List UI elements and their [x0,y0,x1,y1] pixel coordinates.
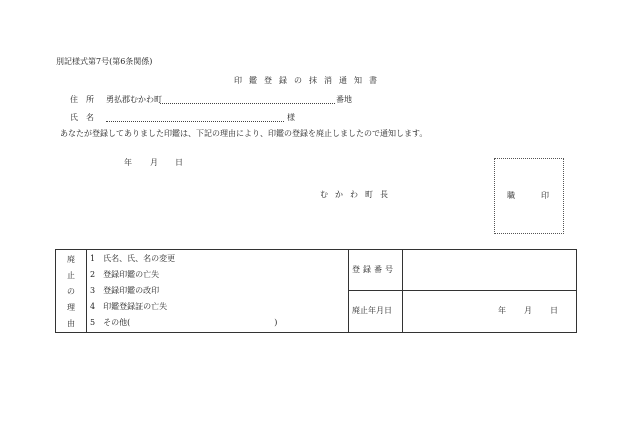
reason-header-char: 理 [67,303,75,312]
reason-item: 2 登録印鑑の亡失 [90,270,160,279]
seal-char-right: 印 [541,191,549,200]
document-title: 印鑑登録の抹消通知書 [234,76,384,85]
name-label: 氏 名 [70,113,94,122]
abolish-date-day: 日 [550,306,558,315]
reason-header-char: 由 [67,319,75,328]
reason-header-char: の [67,287,75,296]
issuer-name: むかわ町長 [320,190,395,199]
registration-number-label: 登録番号 [352,265,396,274]
address-suffix: 番地 [336,95,352,104]
table-divider-labels [402,250,403,332]
address-field[interactable] [160,103,335,104]
table-divider-reason-header [86,250,87,332]
seal-char-left: 職 [507,191,515,200]
date-month: 月 [150,158,158,167]
registration-number-field[interactable] [406,252,574,288]
reason-item: 1 氏名、氏、名の変更 [90,254,176,263]
address-label: 住 所 [70,95,94,104]
name-suffix: 様 [287,113,295,122]
reason-item: 4 印鑑登録証の亡失 [90,302,168,311]
table-divider-row [348,290,576,291]
abolish-date-year: 年 [498,306,506,315]
date-day: 日 [175,158,183,167]
reason-table [55,249,577,333]
name-field[interactable] [106,121,284,122]
reason-header-char: 止 [67,271,75,280]
abolish-date-month: 月 [524,306,532,315]
table-divider-main [348,250,349,332]
abolish-date-label: 廃止年月日 [352,306,392,315]
reason-header-char: 廃 [67,255,75,264]
address-prefix: 勇払郡むかわ町 [106,95,162,104]
notice-text: あなたが登録してありました印鑑は、下記の理由により、印鑑の登録を廃止しましたので通知します。 [60,129,428,138]
form-reference: 別記様式第7号(第6条関係) [56,57,153,66]
official-seal-box [494,158,564,234]
date-year: 年 [124,158,132,167]
reason-item: 5 その他( ) [90,318,278,327]
reason-item: 3 登録印鑑の改印 [90,286,160,295]
